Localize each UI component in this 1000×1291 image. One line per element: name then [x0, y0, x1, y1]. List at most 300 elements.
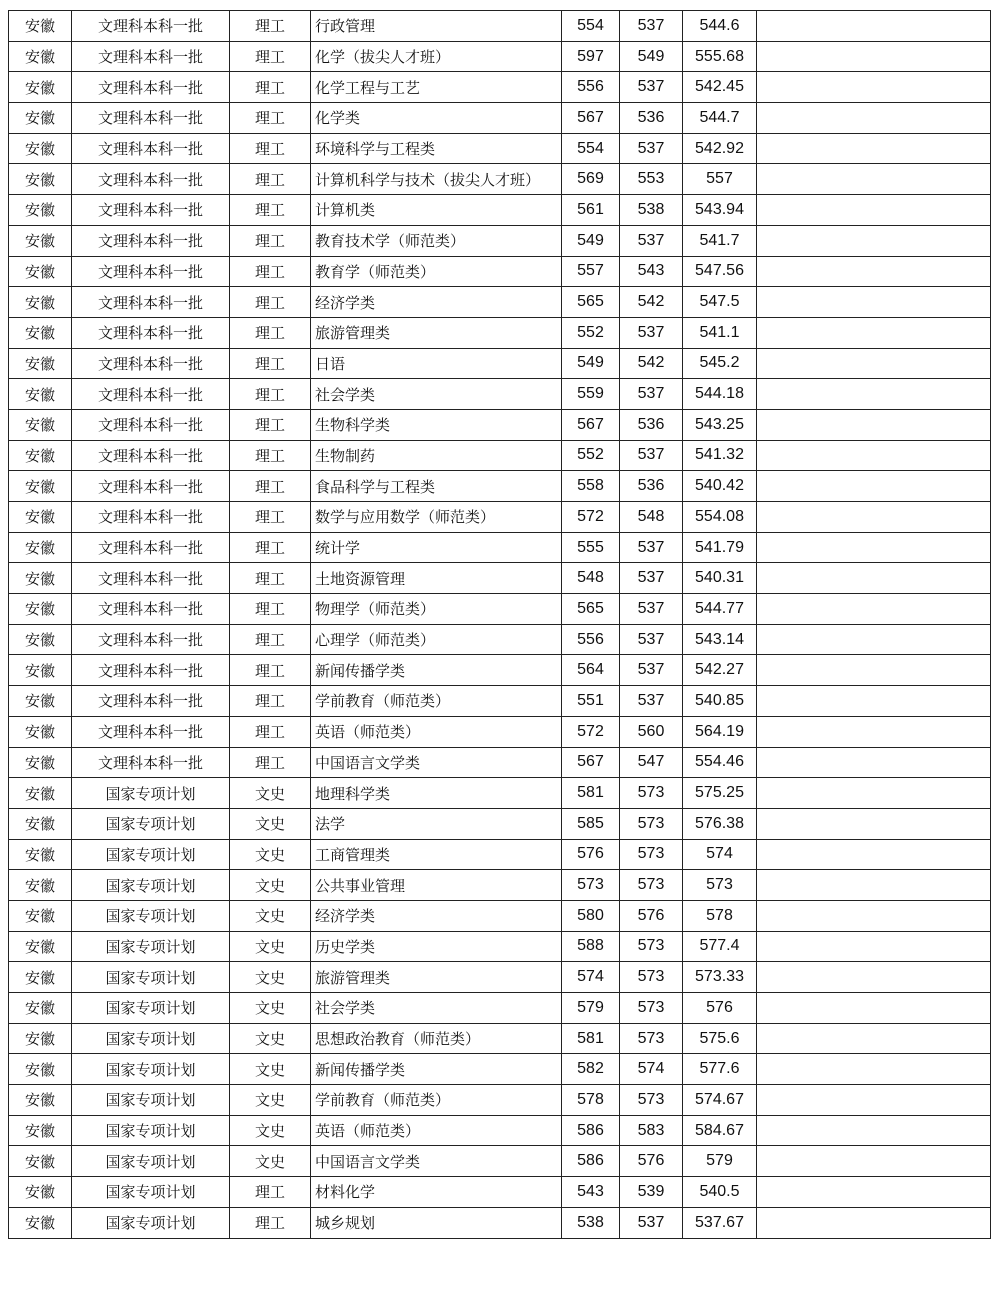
- table-row: [9, 11, 991, 42]
- province-cell: 安徽: [9, 41, 72, 72]
- avg-score-cell: 575.25: [683, 778, 757, 809]
- category-cell: 理工: [230, 440, 311, 471]
- avg-score-cell: 577.6: [683, 1054, 757, 1085]
- major-cell: 化学工程与工艺: [311, 72, 562, 103]
- major-cell: 英语（师范类）: [311, 1115, 562, 1146]
- province-cell: 安徽: [9, 686, 72, 717]
- batch-cell: 文理科本科一批: [72, 11, 230, 42]
- major-cell: 工商管理类: [311, 839, 562, 870]
- min-score-cell: 536: [620, 409, 683, 440]
- remark-cell: [757, 1023, 991, 1054]
- remark-cell: [757, 11, 991, 42]
- remark-cell: [757, 655, 991, 686]
- category-cell: 理工: [230, 1177, 311, 1208]
- batch-cell: 文理科本科一批: [72, 72, 230, 103]
- max-score-cell: 552: [562, 317, 620, 348]
- major-cell: 中国语言文学类: [311, 1146, 562, 1177]
- category-cell: 理工: [230, 103, 311, 134]
- remark-cell: [757, 808, 991, 839]
- major-cell: 经济学类: [311, 900, 562, 931]
- batch-cell: 文理科本科一批: [72, 716, 230, 747]
- avg-score-cell: 544.7: [683, 103, 757, 134]
- batch-cell: 文理科本科一批: [72, 379, 230, 410]
- avg-score-cell: 555.68: [683, 41, 757, 72]
- min-score-cell: 539: [620, 1177, 683, 1208]
- max-score-cell: 554: [562, 133, 620, 164]
- remark-cell: [757, 471, 991, 502]
- avg-score-cell: 541.32: [683, 440, 757, 471]
- avg-score-cell: 573: [683, 870, 757, 901]
- batch-cell: 文理科本科一批: [72, 686, 230, 717]
- table-row: [9, 1146, 991, 1177]
- province-cell: 安徽: [9, 348, 72, 379]
- major-cell: 材料化学: [311, 1177, 562, 1208]
- max-score-cell: 557: [562, 256, 620, 287]
- category-cell: 理工: [230, 655, 311, 686]
- category-cell: 理工: [230, 1207, 311, 1238]
- major-cell: 生物科学类: [311, 409, 562, 440]
- category-cell: 文史: [230, 931, 311, 962]
- batch-cell: 文理科本科一批: [72, 502, 230, 533]
- table-row: [9, 839, 991, 870]
- avg-score-cell: 540.42: [683, 471, 757, 502]
- remark-cell: [757, 1207, 991, 1238]
- remark-cell: [757, 409, 991, 440]
- min-score-cell: 537: [620, 624, 683, 655]
- remark-cell: [757, 839, 991, 870]
- batch-cell: 文理科本科一批: [72, 133, 230, 164]
- table-row: [9, 716, 991, 747]
- category-cell: 理工: [230, 256, 311, 287]
- province-cell: 安徽: [9, 225, 72, 256]
- max-score-cell: 586: [562, 1146, 620, 1177]
- category-cell: 理工: [230, 41, 311, 72]
- admission-score-table: [8, 10, 991, 1239]
- category-cell: 文史: [230, 962, 311, 993]
- batch-cell: 文理科本科一批: [72, 532, 230, 563]
- table-row: [9, 1115, 991, 1146]
- major-cell: 历史学类: [311, 931, 562, 962]
- batch-cell: 国家专项计划: [72, 1146, 230, 1177]
- major-cell: 数学与应用数学（师范类）: [311, 502, 562, 533]
- major-cell: 公共事业管理: [311, 870, 562, 901]
- major-cell: 旅游管理类: [311, 317, 562, 348]
- category-cell: 文史: [230, 900, 311, 931]
- batch-cell: 文理科本科一批: [72, 563, 230, 594]
- major-cell: 心理学（师范类）: [311, 624, 562, 655]
- avg-score-cell: 542.45: [683, 72, 757, 103]
- avg-score-cell: 547.5: [683, 287, 757, 318]
- min-score-cell: 537: [620, 440, 683, 471]
- remark-cell: [757, 778, 991, 809]
- min-score-cell: 537: [620, 655, 683, 686]
- major-cell: 教育学（师范类）: [311, 256, 562, 287]
- table-row: [9, 379, 991, 410]
- category-cell: 理工: [230, 532, 311, 563]
- table-row: [9, 1023, 991, 1054]
- max-score-cell: 548: [562, 563, 620, 594]
- major-cell: 物理学（师范类）: [311, 594, 562, 625]
- batch-cell: 文理科本科一批: [72, 594, 230, 625]
- province-cell: 安徽: [9, 1054, 72, 1085]
- category-cell: 理工: [230, 409, 311, 440]
- major-cell: 统计学: [311, 532, 562, 563]
- avg-score-cell: 575.6: [683, 1023, 757, 1054]
- min-score-cell: 536: [620, 471, 683, 502]
- category-cell: 理工: [230, 72, 311, 103]
- remark-cell: [757, 716, 991, 747]
- table-row: [9, 409, 991, 440]
- max-score-cell: 576: [562, 839, 620, 870]
- province-cell: 安徽: [9, 1207, 72, 1238]
- province-cell: 安徽: [9, 256, 72, 287]
- province-cell: 安徽: [9, 317, 72, 348]
- table-row: [9, 778, 991, 809]
- max-score-cell: 574: [562, 962, 620, 993]
- max-score-cell: 581: [562, 778, 620, 809]
- batch-cell: 文理科本科一批: [72, 348, 230, 379]
- category-cell: 理工: [230, 686, 311, 717]
- max-score-cell: 581: [562, 1023, 620, 1054]
- min-score-cell: 573: [620, 993, 683, 1024]
- category-cell: 文史: [230, 1054, 311, 1085]
- max-score-cell: 564: [562, 655, 620, 686]
- min-score-cell: 543: [620, 256, 683, 287]
- province-cell: 安徽: [9, 1146, 72, 1177]
- batch-cell: 国家专项计划: [72, 1085, 230, 1116]
- min-score-cell: 573: [620, 931, 683, 962]
- category-cell: 理工: [230, 563, 311, 594]
- category-cell: 理工: [230, 287, 311, 318]
- remark-cell: [757, 931, 991, 962]
- province-cell: 安徽: [9, 808, 72, 839]
- avg-score-cell: 544.18: [683, 379, 757, 410]
- table-row: [9, 594, 991, 625]
- min-score-cell: 553: [620, 164, 683, 195]
- province-cell: 安徽: [9, 103, 72, 134]
- category-cell: 理工: [230, 348, 311, 379]
- table-row: [9, 931, 991, 962]
- remark-cell: [757, 256, 991, 287]
- min-score-cell: 537: [620, 532, 683, 563]
- province-cell: 安徽: [9, 993, 72, 1024]
- avg-score-cell: 547.56: [683, 256, 757, 287]
- major-cell: 社会学类: [311, 993, 562, 1024]
- table-row: [9, 563, 991, 594]
- table-row: [9, 41, 991, 72]
- max-score-cell: 549: [562, 348, 620, 379]
- batch-cell: 文理科本科一批: [72, 747, 230, 778]
- province-cell: 安徽: [9, 962, 72, 993]
- batch-cell: 文理科本科一批: [72, 103, 230, 134]
- province-cell: 安徽: [9, 655, 72, 686]
- max-score-cell: 567: [562, 103, 620, 134]
- table-row: [9, 900, 991, 931]
- category-cell: 理工: [230, 379, 311, 410]
- remark-cell: [757, 962, 991, 993]
- avg-score-cell: 540.5: [683, 1177, 757, 1208]
- province-cell: 安徽: [9, 532, 72, 563]
- major-cell: 环境科学与工程类: [311, 133, 562, 164]
- category-cell: 理工: [230, 594, 311, 625]
- category-cell: 文史: [230, 870, 311, 901]
- max-score-cell: 556: [562, 72, 620, 103]
- min-score-cell: 548: [620, 502, 683, 533]
- max-score-cell: 578: [562, 1085, 620, 1116]
- table-row: [9, 870, 991, 901]
- max-score-cell: 565: [562, 594, 620, 625]
- major-cell: 英语（师范类）: [311, 716, 562, 747]
- batch-cell: 国家专项计划: [72, 778, 230, 809]
- table-row: [9, 1207, 991, 1238]
- min-score-cell: 573: [620, 1023, 683, 1054]
- table-row: [9, 256, 991, 287]
- category-cell: 理工: [230, 225, 311, 256]
- avg-score-cell: 574: [683, 839, 757, 870]
- remark-cell: [757, 900, 991, 931]
- batch-cell: 国家专项计划: [72, 1177, 230, 1208]
- min-score-cell: 560: [620, 716, 683, 747]
- table-row: [9, 747, 991, 778]
- batch-cell: 文理科本科一批: [72, 41, 230, 72]
- category-cell: 文史: [230, 1146, 311, 1177]
- remark-cell: [757, 563, 991, 594]
- major-cell: 中国语言文学类: [311, 747, 562, 778]
- max-score-cell: 555: [562, 532, 620, 563]
- category-cell: 理工: [230, 133, 311, 164]
- province-cell: 安徽: [9, 287, 72, 318]
- batch-cell: 国家专项计划: [72, 1207, 230, 1238]
- category-cell: 理工: [230, 624, 311, 655]
- major-cell: 法学: [311, 808, 562, 839]
- max-score-cell: 588: [562, 931, 620, 962]
- province-cell: 安徽: [9, 1023, 72, 1054]
- batch-cell: 国家专项计划: [72, 870, 230, 901]
- avg-score-cell: 541.7: [683, 225, 757, 256]
- province-cell: 安徽: [9, 624, 72, 655]
- min-score-cell: 542: [620, 287, 683, 318]
- batch-cell: 文理科本科一批: [72, 471, 230, 502]
- category-cell: 文史: [230, 839, 311, 870]
- remark-cell: [757, 133, 991, 164]
- avg-score-cell: 542.27: [683, 655, 757, 686]
- batch-cell: 国家专项计划: [72, 1054, 230, 1085]
- min-score-cell: 538: [620, 195, 683, 226]
- avg-score-cell: 543.94: [683, 195, 757, 226]
- table-row: [9, 471, 991, 502]
- remark-cell: [757, 72, 991, 103]
- batch-cell: 国家专项计划: [72, 839, 230, 870]
- province-cell: 安徽: [9, 747, 72, 778]
- avg-score-cell: 574.67: [683, 1085, 757, 1116]
- batch-cell: 文理科本科一批: [72, 256, 230, 287]
- table-row: [9, 655, 991, 686]
- avg-score-cell: 557: [683, 164, 757, 195]
- province-cell: 安徽: [9, 379, 72, 410]
- table-row: [9, 348, 991, 379]
- province-cell: 安徽: [9, 471, 72, 502]
- province-cell: 安徽: [9, 716, 72, 747]
- province-cell: 安徽: [9, 1115, 72, 1146]
- batch-cell: 文理科本科一批: [72, 317, 230, 348]
- min-score-cell: 549: [620, 41, 683, 72]
- min-score-cell: 537: [620, 133, 683, 164]
- province-cell: 安徽: [9, 1177, 72, 1208]
- batch-cell: 国家专项计划: [72, 1023, 230, 1054]
- max-score-cell: 552: [562, 440, 620, 471]
- max-score-cell: 565: [562, 287, 620, 318]
- max-score-cell: 561: [562, 195, 620, 226]
- major-cell: 化学类: [311, 103, 562, 134]
- batch-cell: 文理科本科一批: [72, 164, 230, 195]
- remark-cell: [757, 1177, 991, 1208]
- category-cell: 理工: [230, 502, 311, 533]
- min-score-cell: 573: [620, 808, 683, 839]
- max-score-cell: 572: [562, 502, 620, 533]
- category-cell: 理工: [230, 317, 311, 348]
- table-row: [9, 287, 991, 318]
- province-cell: 安徽: [9, 502, 72, 533]
- avg-score-cell: 537.67: [683, 1207, 757, 1238]
- min-score-cell: 547: [620, 747, 683, 778]
- max-score-cell: 551: [562, 686, 620, 717]
- batch-cell: 文理科本科一批: [72, 195, 230, 226]
- major-cell: 学前教育（师范类）: [311, 686, 562, 717]
- min-score-cell: 573: [620, 870, 683, 901]
- table-row: [9, 164, 991, 195]
- major-cell: 计算机科学与技术（拔尖人才班）: [311, 164, 562, 195]
- category-cell: 理工: [230, 11, 311, 42]
- avg-score-cell: 543.25: [683, 409, 757, 440]
- min-score-cell: 542: [620, 348, 683, 379]
- table-row: [9, 993, 991, 1024]
- min-score-cell: 537: [620, 686, 683, 717]
- min-score-cell: 537: [620, 11, 683, 42]
- table-row: [9, 686, 991, 717]
- major-cell: 社会学类: [311, 379, 562, 410]
- min-score-cell: 536: [620, 103, 683, 134]
- avg-score-cell: 542.92: [683, 133, 757, 164]
- avg-score-cell: 584.67: [683, 1115, 757, 1146]
- avg-score-cell: 576.38: [683, 808, 757, 839]
- table-row: [9, 72, 991, 103]
- avg-score-cell: 576: [683, 993, 757, 1024]
- category-cell: 文史: [230, 1085, 311, 1116]
- category-cell: 理工: [230, 164, 311, 195]
- table-row: [9, 103, 991, 134]
- batch-cell: 国家专项计划: [72, 900, 230, 931]
- min-score-cell: 574: [620, 1054, 683, 1085]
- category-cell: 文史: [230, 778, 311, 809]
- remark-cell: [757, 225, 991, 256]
- avg-score-cell: 578: [683, 900, 757, 931]
- avg-score-cell: 577.4: [683, 931, 757, 962]
- category-cell: 理工: [230, 747, 311, 778]
- major-cell: 教育技术学（师范类）: [311, 225, 562, 256]
- table-row: [9, 502, 991, 533]
- min-score-cell: 537: [620, 225, 683, 256]
- avg-score-cell: 573.33: [683, 962, 757, 993]
- max-score-cell: 556: [562, 624, 620, 655]
- max-score-cell: 597: [562, 41, 620, 72]
- remark-cell: [757, 348, 991, 379]
- province-cell: 安徽: [9, 164, 72, 195]
- major-cell: 日语: [311, 348, 562, 379]
- table-row: [9, 195, 991, 226]
- province-cell: 安徽: [9, 594, 72, 625]
- major-cell: 学前教育（师范类）: [311, 1085, 562, 1116]
- max-score-cell: 586: [562, 1115, 620, 1146]
- remark-cell: [757, 1146, 991, 1177]
- remark-cell: [757, 747, 991, 778]
- avg-score-cell: 541.1: [683, 317, 757, 348]
- min-score-cell: 576: [620, 1146, 683, 1177]
- max-score-cell: 582: [562, 1054, 620, 1085]
- province-cell: 安徽: [9, 133, 72, 164]
- province-cell: 安徽: [9, 870, 72, 901]
- remark-cell: [757, 317, 991, 348]
- batch-cell: 国家专项计划: [72, 808, 230, 839]
- table-row: [9, 808, 991, 839]
- max-score-cell: 585: [562, 808, 620, 839]
- table-row: [9, 1177, 991, 1208]
- avg-score-cell: 554.08: [683, 502, 757, 533]
- remark-cell: [757, 1115, 991, 1146]
- min-score-cell: 583: [620, 1115, 683, 1146]
- major-cell: 行政管理: [311, 11, 562, 42]
- major-cell: 化学（拔尖人才班）: [311, 41, 562, 72]
- category-cell: 文史: [230, 1023, 311, 1054]
- major-cell: 新闻传播学类: [311, 1054, 562, 1085]
- min-score-cell: 537: [620, 563, 683, 594]
- min-score-cell: 537: [620, 1207, 683, 1238]
- avg-score-cell: 545.2: [683, 348, 757, 379]
- major-cell: 食品科学与工程类: [311, 471, 562, 502]
- table-row: [9, 317, 991, 348]
- table-row: [9, 225, 991, 256]
- min-score-cell: 537: [620, 594, 683, 625]
- max-score-cell: 567: [562, 409, 620, 440]
- remark-cell: [757, 287, 991, 318]
- min-score-cell: 576: [620, 900, 683, 931]
- table-row: [9, 1054, 991, 1085]
- min-score-cell: 573: [620, 1085, 683, 1116]
- category-cell: 文史: [230, 1115, 311, 1146]
- major-cell: 思想政治教育（师范类）: [311, 1023, 562, 1054]
- batch-cell: 国家专项计划: [72, 962, 230, 993]
- table-row: [9, 962, 991, 993]
- batch-cell: 国家专项计划: [72, 931, 230, 962]
- batch-cell: 国家专项计划: [72, 993, 230, 1024]
- remark-cell: [757, 379, 991, 410]
- remark-cell: [757, 624, 991, 655]
- batch-cell: 文理科本科一批: [72, 624, 230, 655]
- province-cell: 安徽: [9, 440, 72, 471]
- avg-score-cell: 554.46: [683, 747, 757, 778]
- max-score-cell: 569: [562, 164, 620, 195]
- remark-cell: [757, 502, 991, 533]
- province-cell: 安徽: [9, 195, 72, 226]
- province-cell: 安徽: [9, 563, 72, 594]
- major-cell: 计算机类: [311, 195, 562, 226]
- max-score-cell: 549: [562, 225, 620, 256]
- max-score-cell: 538: [562, 1207, 620, 1238]
- remark-cell: [757, 41, 991, 72]
- max-score-cell: 558: [562, 471, 620, 502]
- province-cell: 安徽: [9, 778, 72, 809]
- table-body: [9, 11, 991, 1239]
- max-score-cell: 554: [562, 11, 620, 42]
